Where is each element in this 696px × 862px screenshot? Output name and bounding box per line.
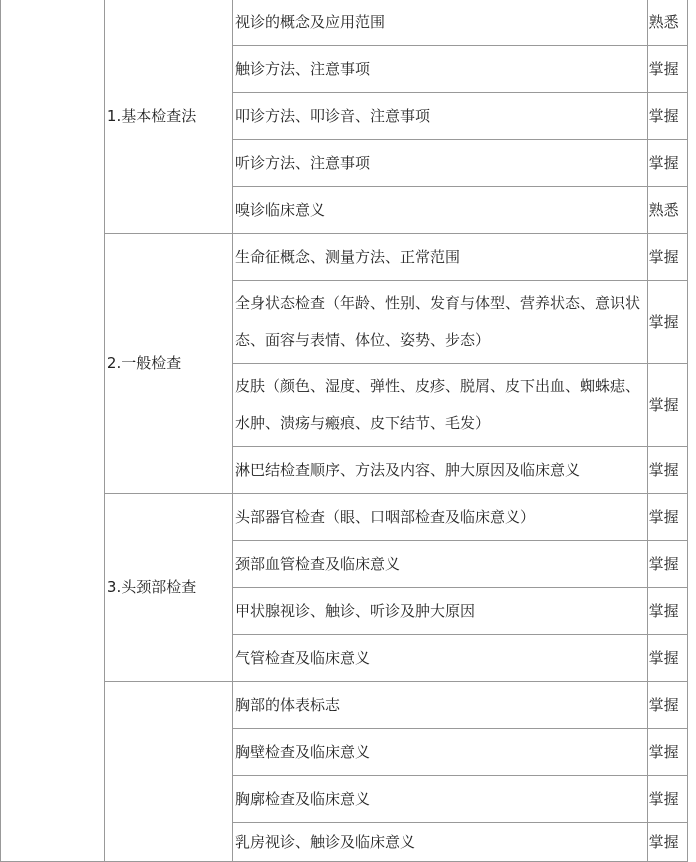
content-cell: 叩诊方法、叩诊音、注意事项 [233,93,648,140]
level-cell: 掌握 [647,46,687,93]
table-row [1,494,688,541]
level-cell: 熟悉 [647,187,687,234]
level-cell: 熟悉 [647,0,687,46]
topic-cell: 3.头颈部检查 [104,494,232,682]
level-cell: 掌握 [647,234,687,281]
level-cell: 掌握 [647,588,687,635]
content-cell: 气管检查及临床意义 [233,635,648,682]
table-row [1,0,688,46]
left-blank-column [1,0,105,862]
level-cell: 掌握 [647,140,687,187]
level-cell: 掌握 [647,776,687,823]
level-cell: 掌握 [647,364,687,447]
content-cell: 乳房视诊、触诊及临床意义 [233,823,648,862]
content-cell: 视诊的概念及应用范围 [233,0,648,46]
content-cell: 胸壁检查及临床意义 [233,729,648,776]
level-cell: 掌握 [647,682,687,729]
level-cell: 掌握 [647,281,687,364]
content-cell: 触诊方法、注意事项 [233,46,648,93]
level-cell: 掌握 [647,93,687,140]
level-cell: 掌握 [647,729,687,776]
topic-cell: 1.基本检查法 [104,0,232,234]
content-cell: 胸廓检查及临床意义 [233,776,648,823]
content-cell: 嗅诊临床意义 [233,187,648,234]
table-row [1,234,688,281]
level-cell: 掌握 [647,635,687,682]
topic-cell: 2.一般检查 [104,234,232,494]
content-cell: 头部器官检查（眼、口咽部检查及临床意义） [233,494,648,541]
content-cell: 淋巴结检查顺序、方法及内容、肿大原因及临床意义 [233,447,648,494]
content-cell: 皮肤（颜色、湿度、弹性、皮疹、脱屑、皮下出血、蜘蛛痣、水肿、溃疡与瘢痕、皮下结节、毛发） [233,364,648,447]
content-cell: 听诊方法、注意事项 [233,140,648,187]
level-cell: 掌握 [647,447,687,494]
table-row [1,682,688,729]
content-cell: 颈部血管检查及临床意义 [233,541,648,588]
level-cell: 掌握 [647,823,687,862]
content-cell: 生命征概念、测量方法、正常范围 [233,234,648,281]
content-cell: 胸部的体表标志 [233,682,648,729]
level-cell: 掌握 [647,541,687,588]
content-cell: 甲状腺视诊、触诊、听诊及肿大原因 [233,588,648,635]
topic-cell [104,682,232,862]
content-cell: 全身状态检查（年龄、性别、发育与体型、营养状态、意识状态、面容与表情、体位、姿势、步态） [233,281,648,364]
level-cell: 掌握 [647,494,687,541]
